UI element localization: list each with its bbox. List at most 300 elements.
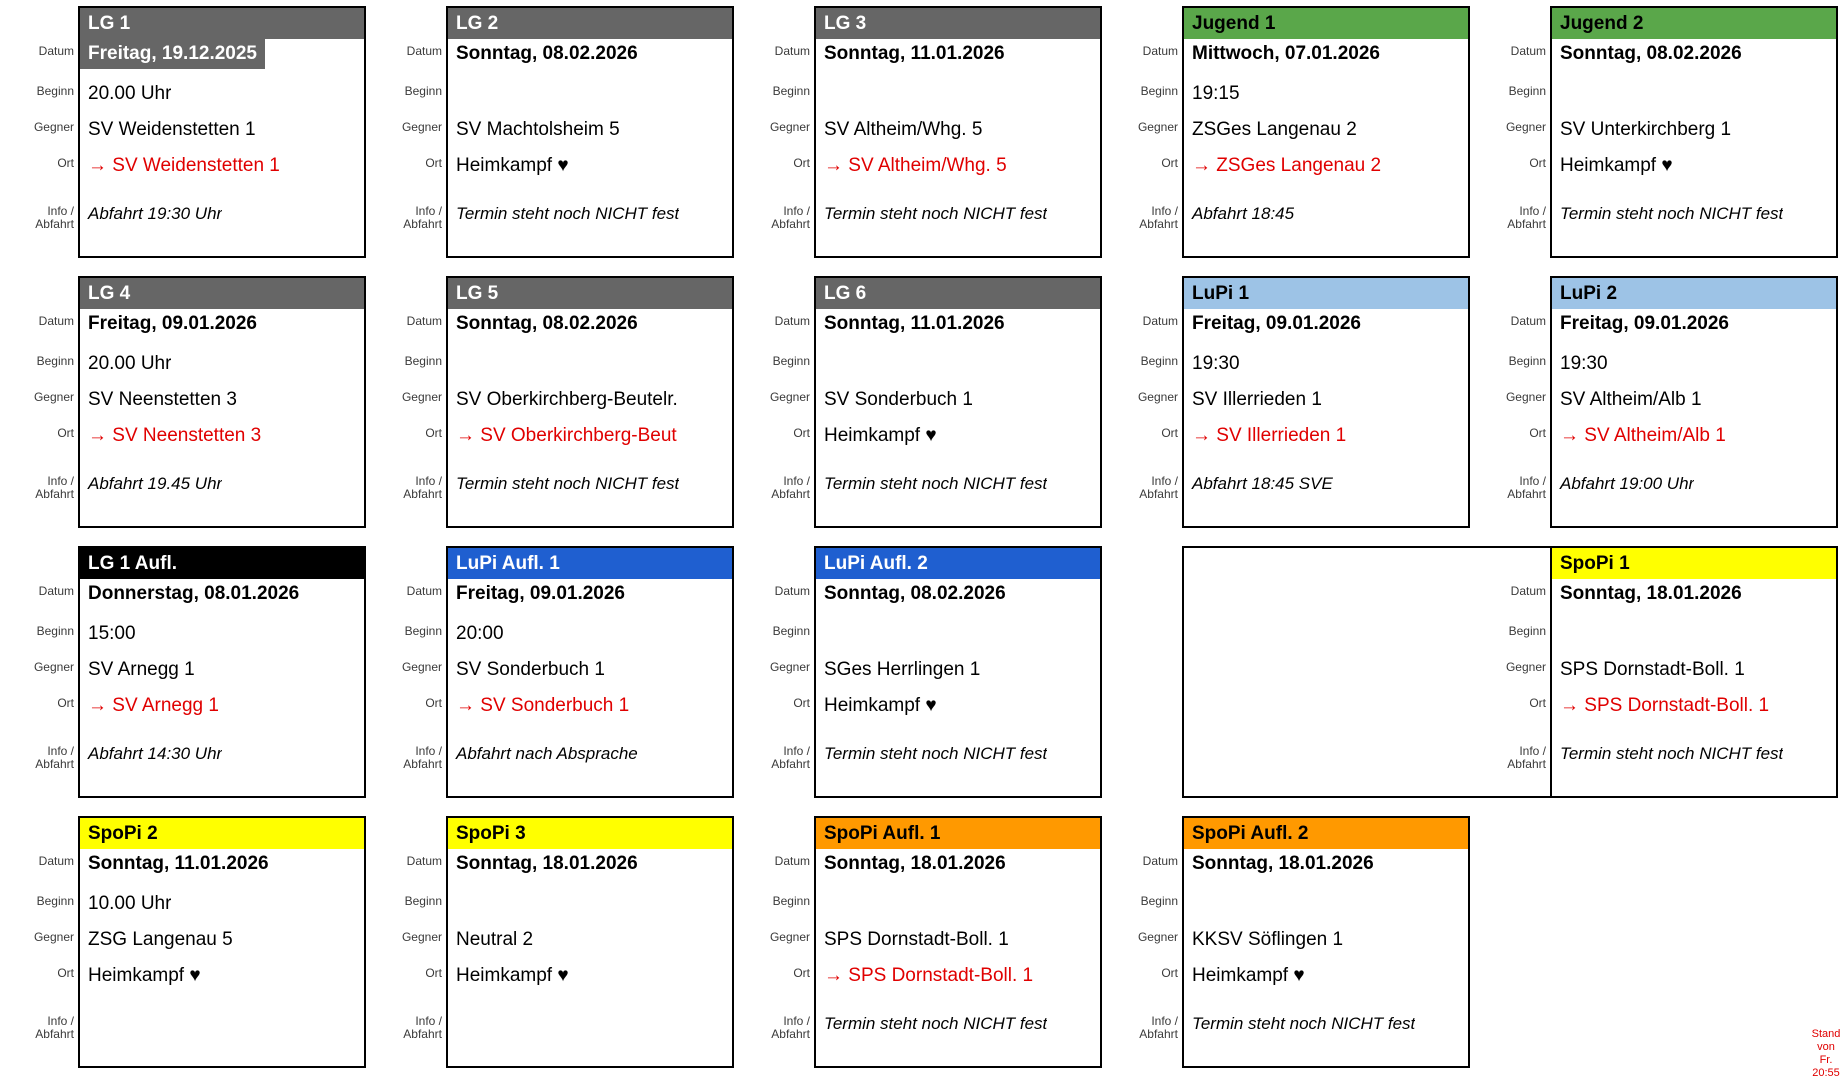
beginn-label: Beginn (404, 894, 442, 908)
datum-row (1142, 849, 1468, 889)
gegner-row (1505, 385, 1836, 421)
gegner-value: SGes Herrlingen 1 (824, 659, 981, 680)
grid-cell (1104, 810, 1472, 1080)
info-value: Abfahrt nach Absprache (456, 744, 638, 763)
gegner-value: KKSV Söflingen 1 (1192, 929, 1344, 950)
info-row (35, 461, 364, 521)
gegner-label: Gegner (769, 660, 810, 674)
datum-row (774, 309, 1100, 349)
datum-value: Freitag, 09.01.2026 (456, 583, 625, 604)
info-label: Info / Abfahrt (1139, 474, 1178, 501)
card-rows (1137, 39, 1468, 256)
beginn-row (1140, 79, 1468, 115)
datum-label: Datum (406, 314, 442, 328)
card-rows (769, 39, 1100, 256)
beginn-value: 19:15 (1192, 83, 1240, 104)
info-value: Abfahrt 19.45 Uhr (88, 474, 223, 493)
datum-row (1510, 39, 1836, 79)
card-title: LuPi Aufl. 2 (816, 548, 1100, 579)
info-value: Termin steht noch NICHT fest (456, 204, 680, 223)
datum-value: Sonntag, 08.02.2026 (1560, 43, 1742, 64)
ort-label: Ort (57, 966, 74, 980)
match-card (1137, 276, 1470, 528)
datum-row (1142, 39, 1468, 79)
ort-label: Ort (793, 156, 810, 170)
info-row (403, 191, 732, 251)
gegner-value: SV Oberkirchberg-Beutelr. (456, 389, 678, 410)
ort-row (793, 691, 1100, 731)
gegner-value: SV Arnegg 1 (88, 659, 195, 680)
match-card (401, 546, 734, 798)
beginn-value: 15:00 (88, 623, 136, 644)
gegner-label: Gegner (33, 390, 74, 404)
info-row (771, 461, 1100, 521)
gegner-row (1137, 385, 1468, 421)
beginn-label: Beginn (772, 894, 810, 908)
gegner-value: SV Altheim/Alb 1 (1560, 389, 1702, 410)
beginn-row (772, 349, 1100, 385)
info-value: Termin steht noch NICHT fest (1560, 204, 1784, 223)
ort-row (425, 421, 732, 461)
grid-cell (0, 0, 368, 270)
beginn-row (36, 889, 364, 925)
beginn-label: Beginn (1508, 624, 1546, 638)
beginn-row (404, 79, 732, 115)
datum-row (406, 309, 732, 349)
grid-cell (736, 270, 1104, 540)
gegner-label: Gegner (1137, 120, 1178, 134)
card-rows (1137, 309, 1468, 526)
info-label: Info / Abfahrt (771, 474, 810, 501)
grid-cell (736, 810, 1104, 1080)
gegner-label: Gegner (401, 930, 442, 944)
card-rows (769, 309, 1100, 526)
ort-row (1529, 691, 1836, 731)
info-value: Termin steht noch NICHT fest (456, 474, 680, 493)
info-label: Info / Abfahrt (1507, 744, 1546, 771)
gegner-label: Gegner (33, 930, 74, 944)
gegner-row (1505, 655, 1836, 691)
datum-value: Sonntag, 08.02.2026 (456, 43, 638, 64)
datum-value: Sonntag, 11.01.2026 (88, 853, 269, 874)
info-value (448, 1001, 456, 1013)
gegner-label: Gegner (33, 660, 74, 674)
datum-label: Datum (774, 44, 810, 58)
stand-line1: Stand (1811, 1028, 1841, 1040)
gegner-row (401, 115, 732, 151)
gegner-row (1505, 115, 1836, 151)
info-value: Abfahrt 19:30 Uhr (88, 204, 223, 223)
card-title: SpoPi Aufl. 2 (1184, 818, 1468, 849)
match-card (1137, 816, 1470, 1068)
ort-row (793, 961, 1100, 1001)
stand-line3: Fr. (1819, 1054, 1833, 1066)
beginn-row (404, 889, 732, 925)
info-value: Abfahrt 14:30 Uhr (88, 744, 223, 763)
card-rows (1505, 579, 1836, 796)
info-value: Abfahrt 19:00 Uhr (1560, 474, 1695, 493)
info-value: Termin steht noch NICHT fest (824, 204, 1048, 223)
datum-label: Datum (774, 854, 810, 868)
datum-label: Datum (1142, 314, 1178, 328)
gegner-row (769, 925, 1100, 961)
info-row (403, 461, 732, 521)
card-rows (33, 579, 364, 796)
beginn-label: Beginn (772, 84, 810, 98)
info-row (35, 191, 364, 251)
gegner-value: Neutral 2 (456, 929, 534, 950)
gegner-value: SV Neenstetten 3 (88, 389, 237, 410)
datum-value: Sonntag, 08.02.2026 (456, 313, 638, 334)
ort-label: Ort (425, 426, 442, 440)
ort-value: → ZSGes Langenau 2 (1192, 155, 1382, 176)
beginn-row (36, 79, 364, 115)
grid-cell (1472, 0, 1840, 270)
beginn-value: 20.00 Uhr (88, 353, 172, 374)
beginn-value: 10.00 Uhr (88, 893, 172, 914)
datum-label: Datum (406, 44, 442, 58)
beginn-label: Beginn (1508, 84, 1546, 98)
datum-label: Datum (38, 854, 74, 868)
datum-value: Donnerstag, 08.01.2026 (88, 583, 300, 604)
ort-label: Ort (57, 426, 74, 440)
card-title: LuPi 2 (1552, 278, 1836, 309)
gegner-value: SPS Dornstadt-Boll. 1 (1560, 659, 1745, 680)
grid-cell (0, 540, 368, 810)
info-value: Termin steht noch NICHT fest (824, 1014, 1048, 1033)
info-label: Info / Abfahrt (35, 474, 74, 501)
datum-value: Sonntag, 18.01.2026 (1192, 853, 1374, 874)
info-label: Info / Abfahrt (771, 1014, 810, 1041)
ort-row (793, 421, 1100, 461)
card-title: SpoPi Aufl. 1 (816, 818, 1100, 849)
gegner-row (401, 385, 732, 421)
gegner-label: Gegner (401, 120, 442, 134)
datum-label: Datum (406, 854, 442, 868)
ort-row (1529, 151, 1836, 191)
match-card (401, 816, 734, 1068)
card-rows (401, 849, 732, 1066)
ort-value: → SV Illerrieden 1 (1192, 425, 1347, 446)
card-title: LG 4 (80, 278, 364, 309)
info-row (403, 731, 732, 791)
ort-row (1161, 961, 1468, 1001)
card-rows (769, 579, 1100, 796)
info-label: Info / Abfahrt (1139, 204, 1178, 231)
card-title: SpoPi 2 (80, 818, 364, 849)
info-row (1507, 731, 1836, 791)
beginn-label: Beginn (1140, 354, 1178, 368)
ort-row (1161, 151, 1468, 191)
info-row (771, 1001, 1100, 1061)
info-value: Termin steht noch NICHT fest (824, 744, 1048, 763)
ort-value: → SV Weidenstetten 1 (88, 155, 280, 176)
card-rows (1505, 39, 1836, 256)
beginn-value: 19:30 (1560, 353, 1608, 374)
card-rows (401, 309, 732, 526)
gegner-label: Gegner (769, 930, 810, 944)
card-title: Jugend 2 (1552, 8, 1836, 39)
beginn-label: Beginn (772, 354, 810, 368)
beginn-value: 20:00 (456, 623, 504, 644)
grid-cell (1472, 270, 1840, 540)
datum-value: Freitag, 09.01.2026 (1560, 313, 1729, 334)
ort-value: → SV Sonderbuch 1 (456, 695, 630, 716)
info-label: Info / Abfahrt (1507, 474, 1546, 501)
beginn-label: Beginn (36, 354, 74, 368)
datum-label: Datum (38, 314, 74, 328)
beginn-row (772, 619, 1100, 655)
info-value: Termin steht noch NICHT fest (824, 474, 1048, 493)
info-label: Info / Abfahrt (1507, 204, 1546, 231)
ort-label: Ort (793, 426, 810, 440)
ort-row (425, 151, 732, 191)
gegner-row (401, 925, 732, 961)
ort-label: Ort (1529, 156, 1546, 170)
grid-cell (1104, 540, 1472, 810)
info-label: Info / Abfahrt (35, 1014, 74, 1041)
card-rows (769, 849, 1100, 1066)
info-row (1139, 461, 1468, 521)
datum-value: Sonntag, 11.01.2026 (824, 313, 1005, 334)
datum-row (38, 39, 364, 79)
ort-value: → SPS Dornstadt-Boll. 1 (1560, 695, 1770, 716)
match-card (33, 276, 366, 528)
ort-label: Ort (1161, 426, 1178, 440)
beginn-value: 19:30 (1192, 353, 1240, 374)
info-label: Info / Abfahrt (1139, 1014, 1178, 1041)
gegner-value: SV Sonderbuch 1 (456, 659, 605, 680)
beginn-label: Beginn (772, 624, 810, 638)
ort-value: → SV Neenstetten 3 (88, 425, 262, 446)
ort-value: Heimkampf ♥ (1192, 965, 1305, 986)
card-rows (1137, 849, 1468, 1066)
datum-row (38, 579, 364, 619)
datum-value: Freitag, 09.01.2026 (88, 313, 257, 334)
gegner-value: SV Sonderbuch 1 (824, 389, 973, 410)
ort-value: Heimkampf ♥ (456, 155, 569, 176)
ort-value: → SV Altheim/Whg. 5 (824, 155, 1007, 176)
datum-label: Datum (774, 314, 810, 328)
info-value: Abfahrt 18:45 SVE (1192, 474, 1333, 493)
beginn-value: 20.00 Uhr (88, 83, 172, 104)
info-row (403, 1001, 732, 1061)
grid-cell (736, 540, 1104, 810)
beginn-row (1140, 349, 1468, 385)
info-row (1139, 1001, 1468, 1061)
ort-value: → SV Arnegg 1 (88, 695, 219, 716)
datum-row (406, 849, 732, 889)
card-rows (33, 39, 364, 256)
match-card (769, 546, 1102, 798)
ort-label: Ort (1529, 696, 1546, 710)
ort-row (1529, 421, 1836, 461)
card-rows (401, 39, 732, 256)
match-card (769, 276, 1102, 528)
ort-label: Ort (1161, 156, 1178, 170)
ort-value: Heimkampf ♥ (1560, 155, 1673, 176)
datum-label: Datum (1510, 44, 1546, 58)
grid-cell (1472, 540, 1840, 810)
datum-label: Datum (38, 44, 74, 58)
gegner-value: SPS Dornstadt-Boll. 1 (824, 929, 1009, 950)
datum-row (1510, 579, 1836, 619)
card-title: LuPi 1 (1184, 278, 1468, 309)
info-row (771, 731, 1100, 791)
beginn-row (36, 619, 364, 655)
match-card (401, 6, 734, 258)
beginn-label: Beginn (36, 894, 74, 908)
datum-value: Mittwoch, 07.01.2026 (1192, 43, 1380, 64)
info-label: Info / Abfahrt (771, 204, 810, 231)
grid-cell (368, 540, 736, 810)
beginn-row (1140, 889, 1468, 925)
info-row (1139, 191, 1468, 251)
ort-row (425, 691, 732, 731)
gegner-row (769, 655, 1100, 691)
datum-row (1142, 309, 1468, 349)
card-title: LG 1 Aufl. (80, 548, 364, 579)
datum-label: Datum (1510, 314, 1546, 328)
ort-value: → SV Oberkirchberg-Beut (456, 425, 677, 446)
gegner-row (1137, 115, 1468, 151)
beginn-label: Beginn (1140, 894, 1178, 908)
info-value: Termin steht noch NICHT fest (1560, 744, 1784, 763)
info-label: Info / Abfahrt (403, 744, 442, 771)
gegner-value: SV Weidenstetten 1 (88, 119, 256, 140)
datum-value: Freitag, 19.12.2025 (80, 39, 265, 69)
ort-value: Heimkampf ♥ (824, 695, 937, 716)
ort-row (793, 151, 1100, 191)
stand-line4: 20:55 (1812, 1067, 1840, 1079)
grid-cell (1104, 0, 1472, 270)
datum-value: Sonntag, 18.01.2026 (456, 853, 638, 874)
datum-row (406, 579, 732, 619)
card-title: LG 3 (816, 8, 1100, 39)
card-title: LG 1 (80, 8, 364, 39)
match-card (33, 6, 366, 258)
datum-label: Datum (1510, 584, 1546, 598)
datum-value: Sonntag, 11.01.2026 (824, 43, 1005, 64)
match-card (1505, 546, 1838, 798)
datum-row (1510, 309, 1836, 349)
beginn-label: Beginn (36, 624, 74, 638)
ort-value: → SPS Dornstadt-Boll. 1 (824, 965, 1034, 986)
gegner-row (33, 925, 364, 961)
beginn-label: Beginn (404, 84, 442, 98)
datum-value: Freitag, 09.01.2026 (1192, 313, 1361, 334)
datum-row (774, 849, 1100, 889)
gegner-label: Gegner (1505, 390, 1546, 404)
ort-value: Heimkampf ♥ (456, 965, 569, 986)
datum-label: Datum (774, 584, 810, 598)
datum-value: Sonntag, 18.01.2026 (1560, 583, 1742, 604)
datum-label: Datum (38, 584, 74, 598)
ort-label: Ort (425, 696, 442, 710)
datum-row (774, 579, 1100, 619)
info-label: Info / Abfahrt (35, 744, 74, 771)
ort-label: Ort (1161, 966, 1178, 980)
card-title: Jugend 1 (1184, 8, 1468, 39)
card-title: LuPi Aufl. 1 (448, 548, 732, 579)
grid-cell (1104, 270, 1472, 540)
info-row (1507, 191, 1836, 251)
ort-label: Ort (425, 156, 442, 170)
stand-line2: von (1817, 1041, 1835, 1053)
gegner-value: SV Machtolsheim 5 (456, 119, 620, 140)
match-card (33, 546, 366, 798)
grid-cell (368, 0, 736, 270)
ort-value: Heimkampf ♥ (824, 425, 937, 446)
ort-label: Ort (57, 696, 74, 710)
info-label: Info / Abfahrt (771, 744, 810, 771)
ort-value: Heimkampf ♥ (88, 965, 201, 986)
card-title: LG 2 (448, 8, 732, 39)
info-row (1507, 461, 1836, 521)
gegner-row (769, 115, 1100, 151)
grid-cell (736, 0, 1104, 270)
beginn-label: Beginn (1140, 84, 1178, 98)
datum-row (38, 849, 364, 889)
card-title: LG 5 (448, 278, 732, 309)
ort-value: → SV Altheim/Alb 1 (1560, 425, 1726, 446)
card-rows (1505, 309, 1836, 526)
datum-row (406, 39, 732, 79)
gegner-label: Gegner (1505, 120, 1546, 134)
card-title: SpoPi 1 (1552, 548, 1836, 579)
gegner-label: Gegner (33, 120, 74, 134)
ort-row (57, 421, 364, 461)
match-card (33, 816, 366, 1068)
gegner-value: SV Unterkirchberg 1 (1560, 119, 1732, 140)
beginn-row (772, 79, 1100, 115)
gegner-label: Gegner (401, 390, 442, 404)
beginn-row (1508, 349, 1836, 385)
datum-label: Datum (406, 584, 442, 598)
ort-label: Ort (425, 966, 442, 980)
card-rows (401, 579, 732, 796)
ort-row (57, 961, 364, 1001)
gegner-label: Gegner (401, 660, 442, 674)
card-rows (33, 849, 364, 1066)
gegner-row (33, 115, 364, 151)
beginn-row (1508, 619, 1836, 655)
card-title: LG 6 (816, 278, 1100, 309)
grid-cell (0, 270, 368, 540)
info-value: Abfahrt 18:45 (1192, 204, 1295, 223)
ort-label: Ort (1529, 426, 1546, 440)
match-card (1505, 276, 1838, 528)
info-label: Info / Abfahrt (403, 204, 442, 231)
card-title: SpoPi 3 (448, 818, 732, 849)
ort-row (57, 691, 364, 731)
match-card (1137, 6, 1470, 258)
gegner-row (769, 385, 1100, 421)
beginn-label: Beginn (404, 624, 442, 638)
datum-value: Sonntag, 18.01.2026 (824, 853, 1006, 874)
gegner-label: Gegner (1505, 660, 1546, 674)
gegner-row (401, 655, 732, 691)
status-stand (1809, 1028, 1843, 1080)
card-rows (33, 309, 364, 526)
match-card (769, 6, 1102, 258)
info-label: Info / Abfahrt (403, 474, 442, 501)
match-card (1505, 6, 1838, 258)
beginn-label: Beginn (36, 84, 74, 98)
info-row (771, 191, 1100, 251)
ort-label: Ort (793, 966, 810, 980)
datum-row (774, 39, 1100, 79)
